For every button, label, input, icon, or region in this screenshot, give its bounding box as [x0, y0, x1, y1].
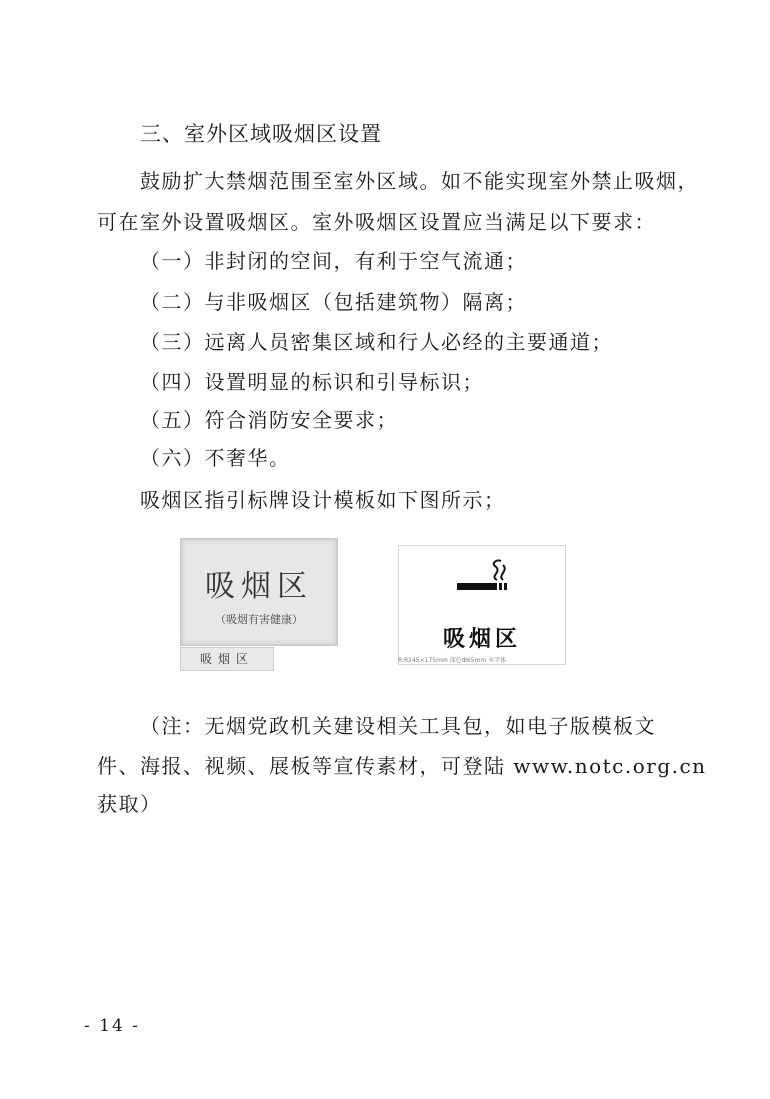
sign2-spec-caption: R:R245×175mm 深色Ф65mm 米字体 — [398, 657, 507, 664]
page-number: - 14 - — [84, 1016, 140, 1036]
requirement-item-1: （一）非封闭的空间，有利于空气流通； — [140, 249, 527, 273]
sign-templates — [180, 535, 580, 675]
sign2-title: 吸烟区 — [442, 627, 521, 652]
requirement-item-3: （三）远离人员密集区域和行人必经的主要通道； — [140, 330, 613, 354]
smoking-area-sign-plaque — [180, 538, 338, 646]
note-line-3: 获取） — [97, 792, 162, 816]
section-heading: 三、室外区域吸烟区设置 — [140, 122, 382, 146]
intro-line-1: 鼓励扩大禁烟范围至室外区域。如不能实现室外禁止吸烟， — [140, 169, 699, 193]
intro-line-2: 可在室外设置吸烟区。室外吸烟区设置应当满足以下要求： — [97, 210, 656, 234]
sign1-caption: 吸烟区 — [180, 647, 274, 671]
note-line-2: 件、海报、视频、展板等宣传素材，可登陆 www.notc.org.cn — [97, 754, 707, 778]
requirement-item-5: （五）符合消防安全要求； — [140, 408, 398, 432]
sign1-title: 吸烟区 — [205, 569, 313, 604]
smoking-cigarette-icon — [453, 556, 513, 596]
requirement-item-4: （四）设置明显的标识和引导标识； — [140, 370, 484, 394]
note-line-1: （注：无烟党政机关建设相关工具包，如电子版模板文 — [140, 714, 656, 738]
requirement-item-2: （二）与非吸烟区（包括建筑物）隔离； — [140, 290, 527, 314]
template-intro: 吸烟区指引标牌设计模板如下图所示； — [140, 488, 506, 512]
smoking-area-sign-icon-version — [398, 545, 566, 665]
sign1-subtitle: （吸烟有害健康） — [215, 613, 303, 626]
requirement-item-6: （六）不奢华。 — [140, 446, 291, 470]
